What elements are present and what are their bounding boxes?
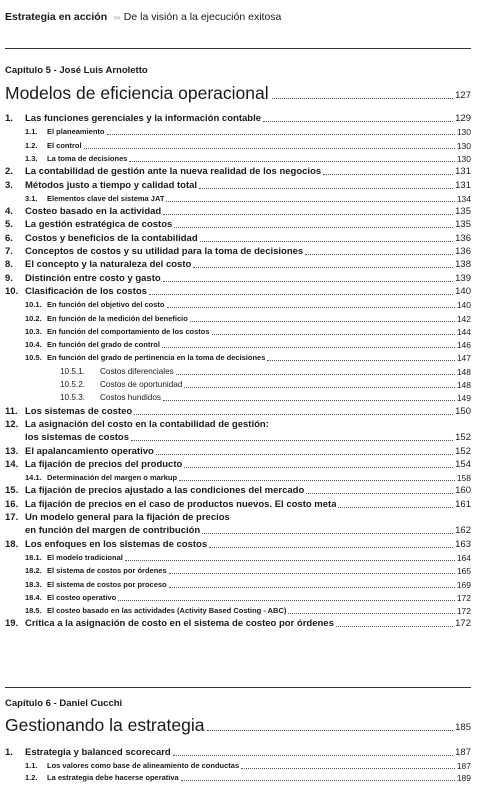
toc-entry-text: El apalancamiento operativo <box>25 445 154 457</box>
toc-entry[interactable] <box>5 286 471 298</box>
book-title: Estrategia en acción <box>5 11 108 23</box>
toc-entry-page: 144 <box>456 326 471 337</box>
toc-entry-page: 140 <box>455 285 471 297</box>
dot-leader <box>323 174 453 175</box>
dot-leader <box>163 214 453 215</box>
toc-entry-number: 14.1. <box>25 473 42 483</box>
toc-entry-text: Costeo basado en la actividad <box>25 206 162 218</box>
toc-entry-number: 17. <box>5 512 19 523</box>
toc-entry-text: Costos hundidos <box>100 393 161 403</box>
dot-leader <box>169 587 455 588</box>
toc-entry-text: En función de la medición del beneficio <box>47 313 188 323</box>
toc-entry-text: Estrategia y balanced scorecard <box>25 747 171 758</box>
dot-leader <box>174 227 453 228</box>
toc-entry[interactable] <box>5 499 471 511</box>
toc-entry-page: 187 <box>456 760 471 771</box>
toc-entry-number: 1.2. <box>25 140 38 150</box>
toc-entry[interactable] <box>5 406 471 418</box>
dot-leader <box>306 493 453 494</box>
toc-entry-number: 5. <box>5 219 13 231</box>
toc-entry-text: Crítica a la asignación de costo en el sistema de costeo por órdenes <box>25 618 334 630</box>
dot-leader <box>338 507 453 508</box>
toc-entry-page: 146 <box>456 340 471 351</box>
toc-entry-number: 4. <box>5 206 13 218</box>
dot-leader <box>118 600 455 601</box>
toc-entry-number: 18.1. <box>25 552 42 562</box>
toc-entry-number: 3. <box>5 179 13 191</box>
toc-entry-number: 14. <box>5 458 19 470</box>
toc-entry-page: 163 <box>455 538 471 550</box>
toc-entry[interactable] <box>5 166 471 178</box>
dot-leader <box>169 573 455 574</box>
toc-entry-text: Métodos justo a tiempo y calidad total <box>25 179 198 191</box>
toc-entry-number: 6. <box>5 232 13 244</box>
toc-entry-text: El sistema de costos por proceso <box>47 579 167 589</box>
toc-entry-page: 152 <box>455 445 471 457</box>
toc-entry-page: 136 <box>455 246 471 257</box>
toc-entry-text: La fijación de precios del producto <box>25 458 183 470</box>
toc-entry[interactable] <box>25 126 471 138</box>
toc-entry[interactable] <box>5 539 471 551</box>
toc-entry-page: 138 <box>455 259 471 271</box>
toc-entry-page: 147 <box>456 353 471 364</box>
dot-leader <box>241 768 455 769</box>
toc-entry-page: 189 <box>456 773 471 784</box>
toc-entry-page: 162 <box>455 525 471 537</box>
toc-entry[interactable] <box>25 193 471 205</box>
dot-leader <box>176 374 455 375</box>
toc-entry[interactable] <box>60 366 471 378</box>
chapter-6-author: Capítulo 6 - Daniel Cucchi <box>5 698 123 709</box>
toc-entry-continuation[interactable] <box>25 525 471 537</box>
toc-entry-text: Determinación del margen o markup <box>47 473 178 483</box>
toc-entry-number: 2. <box>5 166 13 178</box>
toc-entry-text: Las funciones gerenciales y la información contable <box>25 113 261 124</box>
toc-entry-page: 154 <box>455 458 471 470</box>
dot-leader <box>288 613 454 614</box>
dot-leader <box>179 480 455 481</box>
dot-leader <box>263 121 453 122</box>
toc-entry-text: En función del objetivo del costo <box>47 300 165 310</box>
toc-entry-page: 161 <box>455 498 471 510</box>
toc-entry-number: 18.5. <box>25 606 42 616</box>
toc-entry[interactable] <box>25 605 471 617</box>
toc-entry[interactable] <box>5 113 471 125</box>
toc-entry-text: en función del margen de contribución <box>25 525 201 537</box>
toc-entry-page: 148 <box>456 366 471 377</box>
chapter-5-page: 127 <box>455 90 471 101</box>
toc-entry-page: 172 <box>456 606 471 617</box>
toc-entry-text: Los sistemas de costeo <box>25 405 133 417</box>
dot-leader <box>305 254 453 255</box>
toc-entry[interactable] <box>5 512 230 524</box>
toc-entry-page: 135 <box>455 206 471 218</box>
header-divider <box>5 48 471 49</box>
toc-entry-page: 134 <box>456 193 471 204</box>
toc-entry[interactable] <box>5 618 471 630</box>
dot-leader <box>162 347 455 348</box>
toc-entry-text: En función del comportamiento de los costos <box>47 326 210 336</box>
toc-entry-number: 16. <box>5 498 19 510</box>
toc-entry-text: El sistema de costos por órdenes <box>47 566 167 576</box>
toc-entry-text: La fijación de precios en el caso de productos nuevos. El costo meta <box>25 498 337 510</box>
toc-entry-page: 148 <box>456 380 471 390</box>
toc-entry[interactable] <box>5 273 471 285</box>
dot-leader <box>336 626 453 627</box>
toc-entry-number: 15. <box>5 485 19 497</box>
toc-entry-number: 1.2. <box>25 773 38 783</box>
toc-entry-text: Costos de oportunidad <box>100 380 183 389</box>
toc-entry-number: 18.4. <box>25 592 42 602</box>
toc-entry[interactable] <box>5 446 471 458</box>
dot-leader <box>272 98 454 99</box>
toc-entry-page: 130 <box>456 127 471 138</box>
toc-entry-page: 169 <box>456 579 471 590</box>
toc-entry-number: 1.3. <box>25 153 38 163</box>
toc-entry-text: La asignación del costo en la contabilidad de gestión: <box>25 418 269 430</box>
toc-entry-number: 8. <box>5 259 13 271</box>
toc-entry-page: 172 <box>456 592 471 603</box>
toc-entry[interactable] <box>5 206 471 218</box>
dot-leader <box>163 400 455 401</box>
toc-entry[interactable] <box>25 472 471 484</box>
toc-entry-number: 9. <box>5 272 13 284</box>
toc-entry[interactable] <box>25 326 471 338</box>
toc-entry-page: 130 <box>456 140 471 151</box>
toc-entry[interactable] <box>5 233 471 245</box>
toc-entry-page: 142 <box>456 313 471 324</box>
toc-entry-number: 1.1. <box>25 127 38 137</box>
toc-entry-text: La fijación de precios ajustado a las condiciones del mercado <box>25 485 305 497</box>
toc-entry-page: 130 <box>456 153 471 164</box>
dot-leader <box>212 334 455 335</box>
chapter-6-page: 185 <box>455 722 471 733</box>
dot-leader <box>184 467 453 468</box>
dot-leader <box>134 414 453 415</box>
toc-entry-number: 1. <box>5 747 13 758</box>
chapter-5-title: Modelos de eficiencia operacional <box>5 83 269 103</box>
toc-entry-text: La toma de decisiones <box>47 153 128 163</box>
toc-entry-number: 12. <box>5 418 19 430</box>
toc-entry-text: En función del grado de control <box>47 340 160 350</box>
toc-entry[interactable] <box>25 140 471 152</box>
toc-entry-number: 18. <box>5 538 19 550</box>
toc-entry-page: 135 <box>455 219 471 231</box>
toc-entry-page: 165 <box>456 566 471 577</box>
toc-entry[interactable] <box>5 485 471 497</box>
chapter-5-heading[interactable] <box>5 83 471 103</box>
toc-entry[interactable] <box>25 565 471 577</box>
toc-entry-number: 10.1. <box>25 300 42 310</box>
toc-entry[interactable] <box>5 747 471 759</box>
toc-entry-text: El control <box>47 140 82 150</box>
dot-leader <box>163 281 453 282</box>
toc-entry[interactable] <box>60 392 471 404</box>
toc-entry-number: 13. <box>5 445 19 457</box>
toc-entry-page: 140 <box>456 300 471 311</box>
dot-leader <box>129 161 454 162</box>
toc-entry-text: Conceptos de costos y su utilidad para la toma de decisiones <box>25 246 304 257</box>
toc-entry-text: Costos diferenciales <box>100 366 174 376</box>
chapter-5-author: Capítulo 5 - José Luis Arnoletto <box>5 65 148 76</box>
toc-entry-text: El concepto y la naturaleza del costo <box>25 259 192 271</box>
toc-entry-text: El costeo basado en las actividades (Activity Based Costing - ABC) <box>47 606 287 616</box>
toc-entry-number: 1.1. <box>25 760 38 770</box>
toc-entry[interactable] <box>5 259 471 271</box>
toc-entry-number: 18.3. <box>25 579 42 589</box>
toc-entry[interactable] <box>5 219 471 231</box>
dot-leader <box>167 307 455 308</box>
dot-leader <box>200 241 454 242</box>
toc-entry-page: 131 <box>455 179 471 191</box>
dot-leader <box>125 560 455 561</box>
toc-entry-number: 10.5.3. <box>60 393 86 403</box>
toc-entry-number: 11. <box>5 405 18 417</box>
toc-entry[interactable] <box>25 153 471 165</box>
running-header <box>5 11 281 23</box>
toc-entry-page: 160 <box>455 485 471 497</box>
toc-entry-text: Los valores como base de alineamiento de conductas <box>47 760 240 770</box>
toc-entry-number: 10.5.1. <box>60 366 86 376</box>
dot-leader <box>209 547 453 548</box>
toc-entry[interactable] <box>25 772 471 784</box>
dot-leader <box>267 360 454 361</box>
dot-leader <box>190 321 455 322</box>
toc-entry[interactable] <box>5 459 471 471</box>
dot-leader <box>202 533 453 534</box>
toc-entry-number: 19. <box>5 618 19 630</box>
chapter-6-title: Gestionando la estrategia <box>5 715 205 735</box>
chapter-divider <box>5 687 471 688</box>
toc-entry-number: 10.2. <box>25 313 42 323</box>
toc-entry[interactable] <box>25 339 471 351</box>
toc-entry-text: Distinción entre costo y gasto <box>25 272 161 284</box>
toc-entry-text: El costeo operativo <box>47 592 117 602</box>
dot-leader <box>193 267 453 268</box>
toc-entry-text: El planeamiento <box>47 127 105 137</box>
dot-leader <box>181 780 455 781</box>
toc-entry-text: En función del grado de pertinencia en la toma de decisiones <box>47 353 266 363</box>
toc-entry-number: 7. <box>5 246 13 257</box>
dot-leader <box>166 201 454 202</box>
toc-entry[interactable] <box>25 592 471 604</box>
toc-entry[interactable] <box>60 379 471 391</box>
toc-entry-number: 3.1. <box>25 193 38 203</box>
toc-entry-text: Los enfoques en los sistemas de costos <box>25 538 208 550</box>
toc-entry-page: 164 <box>456 552 471 563</box>
toc-entry[interactable] <box>25 352 471 364</box>
toc-entry[interactable] <box>5 246 471 258</box>
dot-leader <box>207 730 453 731</box>
toc-entry-page: 149 <box>456 393 471 404</box>
toc-entry-page: 129 <box>455 113 471 124</box>
dot-leader <box>173 755 453 756</box>
dot-leader <box>199 188 453 189</box>
dot-leader <box>184 387 454 388</box>
dot-leader <box>149 294 453 295</box>
toc-entry[interactable] <box>25 313 471 325</box>
toc-entry-continuation[interactable] <box>25 432 471 444</box>
dot-leader <box>107 134 455 135</box>
toc-entry-text: La gestión estratégica de costos <box>25 219 173 231</box>
toc-entry-text: Costos y beneficios de la contabilidad <box>25 232 198 244</box>
toc-entry-number: 10.5.2. <box>60 380 86 389</box>
toc-entry-page: 172 <box>455 618 471 630</box>
toc-entry-text: Un modelo general para la fijación de precios <box>25 512 230 523</box>
toc-entry-number: 10.4. <box>25 340 42 350</box>
dot-leader <box>131 440 453 441</box>
toc-entry[interactable] <box>5 419 269 431</box>
toc-entry-number: 10.3. <box>25 326 42 336</box>
toc-entry[interactable] <box>25 552 471 564</box>
toc-entry-page: 131 <box>455 166 471 178</box>
toc-entry-text: La contabilidad de gestión ante la nueva realidad de los negocios <box>25 166 322 178</box>
dot-leader <box>156 454 453 455</box>
toc-entry-page: 152 <box>455 432 471 444</box>
dot-leader <box>84 148 455 149</box>
toc-entry[interactable] <box>25 299 471 311</box>
toc-entry-page: 187 <box>455 747 471 758</box>
toc-entry[interactable] <box>5 180 471 192</box>
toc-entry-text: Clasificación de los costos <box>25 285 147 297</box>
toc-entry-text: La estrategia debe hacerse operativa <box>47 773 179 783</box>
toc-entry-number: 18.2. <box>25 566 42 576</box>
chapter-6-heading[interactable] <box>5 715 471 735</box>
toc-entry-number: 1. <box>5 113 13 124</box>
arrows-icon: ›››› <box>113 13 120 22</box>
toc-entry-number: 10. <box>5 285 19 297</box>
toc-entry-page: 139 <box>455 272 471 284</box>
toc-entry[interactable] <box>25 760 471 772</box>
toc-entry[interactable] <box>25 579 471 591</box>
toc-entry-page: 136 <box>455 232 471 244</box>
toc-entry-page: 150 <box>455 405 471 417</box>
toc-entry-text: Elementos clave del sistema JAT <box>47 193 165 203</box>
toc-entry-text: El modelo tradicional <box>47 552 123 562</box>
toc-entry-number: 10.5. <box>25 353 42 363</box>
toc-entry-page: 158 <box>456 473 471 484</box>
toc-entry-text: los sistemas de costos <box>25 432 130 444</box>
book-subtitle: De la visión a la ejecución exitosa <box>123 11 282 23</box>
